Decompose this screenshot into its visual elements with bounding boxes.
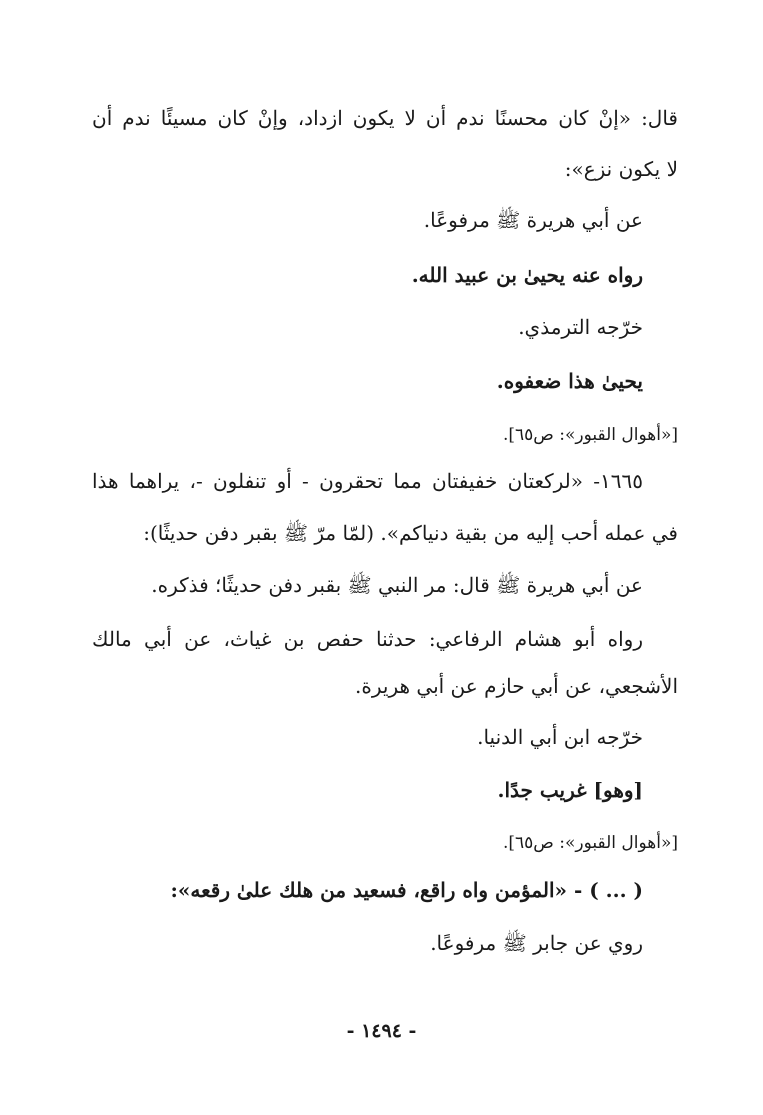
hadith-heading-1665: ١٦٦٥- «لركعتان خفيفتان مما تحقرون - أو تنفلون -، يراهما هذا [92, 469, 643, 493]
text-line-11: رواه أبو هشام الرفاعي: حدثنا حفص بن غياث، عن أبي مالك [92, 627, 643, 651]
text-line-9: في عمله أحب إليه من بقية دنياكم». (لمّا مرّ ﷺ بقبر دفن حديثًا): [143, 521, 678, 545]
text-line-1: قال: «إنْ كان محسنًا ندم أن لا يكون ازداد، وإنْ كان مسيئًا ندم أن [92, 106, 678, 130]
text-line-2: لا يكون نزع»: [564, 157, 678, 181]
text-line-17: روي عن جابر ﷺ مرفوعًا. [430, 931, 643, 955]
text-line-6: يحيىٰ هذا ضعفوه. [496, 369, 643, 393]
source-reference-2: [«أهوال القبور»: ص٦٥]. [502, 833, 678, 853]
text-line-10: عن أبي هريرة ﷺ قال: مر النبي ﷺ بقبر دفن حديثًا؛ فذكره. [151, 573, 643, 597]
page-number: - ١٤٩٤ - [346, 1020, 417, 1042]
text-line-14: [وهو] غريب جدًا. [497, 778, 643, 802]
text-line-5: خرّجه الترمذي. [518, 315, 643, 339]
source-reference-1: [«أهوال القبور»: ص٦٥]. [502, 425, 678, 445]
text-line-12: الأشجعي، عن أبي حازم عن أبي هريرة. [355, 674, 678, 698]
text-line-4: رواه عنه يحيىٰ بن عبيد الله. [411, 263, 643, 287]
text-line-3: عن أبي هريرة ﷺ مرفوعًا. [423, 208, 643, 232]
hadith-heading-untitled: ( ... ) - «المؤمن واه راقع، فسعيد من هلك علىٰ رقعه»: [170, 878, 643, 902]
text-line-13: خرّجه ابن أبي الدنيا. [477, 725, 643, 749]
